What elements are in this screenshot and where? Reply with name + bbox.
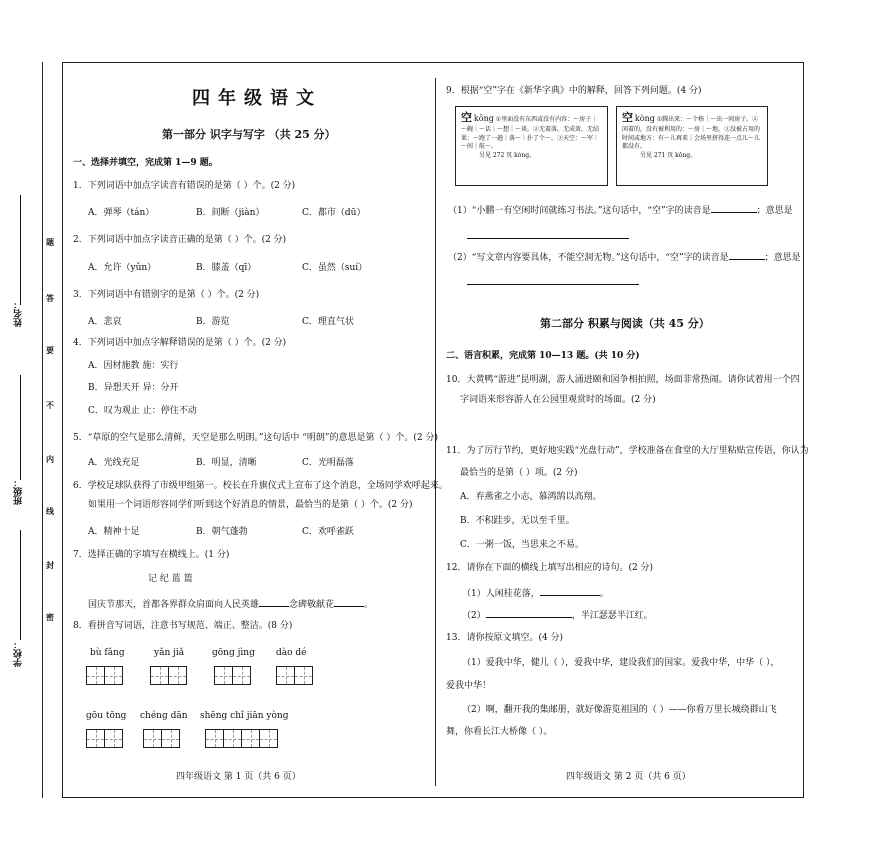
class-label: 班级： — [14, 478, 24, 505]
q5-stem: 5．“草原的空气是那么清鲜，天空是那么明朗。”这句话中 “明朗”的意思是第（ ）个。(2 分) — [73, 433, 438, 443]
page2-footer: 四年级语文 第 2 页（共 6 页） — [566, 772, 691, 782]
q7-sentence-part-a: 国庆节那天，首都各界群众肩面向人民英雄 — [88, 600, 260, 610]
writing-grid[interactable] — [86, 729, 122, 748]
pinyin-label: gōu tōng — [86, 711, 127, 721]
school-label: 学校： — [14, 640, 24, 667]
q4-option-b: B．异想天开 异：分开 — [88, 383, 179, 393]
q13-stem: 13．请你按原文填空。(4 分) — [446, 633, 564, 643]
q11-option-c: C．一粥一饭，当思来之不易。 — [460, 540, 584, 550]
q13-sub2-line1: （2）啊，翻开我的集邮册，就好像游览祖国的（ ）——你看万里长城绕群山飞 — [462, 705, 777, 715]
dict1-body: ①里面没有东西或没有内容：～房子｜～碗｜～话｜～想｜～谈。②无着落，无成效，无结果：～跑了一趟｜落～｜扑了个～。③天空：～军｜～间｜航～。 — [461, 116, 600, 151]
q2-option-b: B．膝盖（qī） — [196, 263, 257, 273]
pinyin-label: gōng jìng — [212, 648, 255, 658]
writing-grid[interactable] — [276, 666, 312, 685]
q6-option-b: B．朝气蓬勃 — [196, 527, 248, 537]
q12-line2-text: （2） — [462, 611, 486, 621]
class-blank[interactable] — [20, 375, 21, 480]
q7-blank-2[interactable] — [334, 598, 364, 607]
q4-stem: 4．下列词语中加点字解释错误的是第（ ）个。(2 分) — [73, 338, 287, 348]
q5-option-c: C．光明磊落 — [302, 458, 354, 468]
school-blank[interactable] — [20, 530, 21, 640]
q9-sub1 — [448, 204, 793, 217]
q9-stem: 9．根据“空”字在《新华字典》中的解释，回答下列问题。(4 分) — [446, 86, 702, 96]
q9-sub2-tail: ；意思是 — [764, 253, 801, 263]
q7-sentence-part-c: 。 — [364, 600, 374, 610]
pinyin-label: yǎn jiǎ — [154, 648, 185, 658]
q7-blank-1[interactable] — [259, 598, 289, 607]
q7-char-choices: 记 纪 蓝 篮 — [148, 574, 193, 584]
q11-option-b: B．不积跬步，无以至千里。 — [460, 516, 575, 526]
q3-stem: 3．下列词语中有错别字的是第（ ）个。(2 分) — [73, 290, 260, 300]
q1-option-a: A．弹琴（tán） — [88, 208, 155, 218]
name-blank[interactable] — [20, 195, 21, 305]
q3-option-c: C．理直气状 — [302, 317, 354, 327]
q2-option-c: C．虽然（suí） — [302, 263, 368, 273]
q9-sub1-meaning-blank[interactable] — [467, 238, 629, 239]
q13-sub2-line2: 舞，你看长江大桥像（ ）。 — [446, 727, 553, 737]
q13-sub1-line1: （1）爱我中华，健儿（ ），爱我中华，建设我们的国家。爱我中华，中华（ ）， — [462, 658, 780, 668]
binding-line — [42, 62, 43, 798]
q3-option-b: B．游览 — [196, 317, 230, 327]
q12-blank-1[interactable] — [540, 587, 600, 596]
pinyin-label: dào dé — [276, 648, 307, 658]
q11-stem-line2: 最恰当的是第（ ）项。(2 分) — [460, 468, 578, 478]
section2-heading: 二、语言积累，完成第 10—13 题。(共 10 分) — [446, 351, 640, 361]
writing-grid[interactable] — [205, 729, 277, 748]
q2-stem: 2．下列词语中加点字读音正确的是第（ ）个。(2 分) — [73, 235, 287, 245]
dictionary-entry-kong4 — [616, 106, 768, 186]
q9-sub2-pinyin-blank[interactable] — [729, 251, 765, 260]
q1-option-b: B．间断（jiàn） — [196, 208, 265, 218]
seal-char: 内 — [46, 454, 54, 464]
q11-option-a: A．弃燕雀之小志，慕鸿鹄以高翔。 — [460, 492, 602, 502]
q4-option-c: C．叹为观止 止：停住不动 — [88, 406, 197, 416]
q6-stem-line1: 6．学校足球队获得了市级甲组第一。校长在升旗仪式上宣布了这个消息，全场同学欢呼起来。 — [73, 481, 448, 491]
q12-line1 — [462, 587, 609, 600]
seal-char: 要 — [46, 345, 54, 355]
dict2-footnote: 另见 271 页 kōng。 — [640, 152, 697, 159]
q5-option-b: B．明显，清晰 — [196, 458, 257, 468]
seal-char: 不 — [46, 400, 54, 410]
q7-stem: 7．选择正确的字填写在横线上。(1 分) — [73, 550, 230, 560]
part2-title: 第二部分 积累与阅读（共 45 分） — [540, 317, 710, 330]
q1-stem: 1．下列词语中加点字读音有错误的是第（ ）个。(2 分) — [73, 181, 296, 191]
dict2-body: ①腾出来：～个格｜～出一间房子。②闲着的，没有被利用的：～房｜～地。③没被占用的时间或地方：有～儿再来｜会场里挤得连一点儿～儿都没有。 — [622, 116, 761, 151]
q9-sub1-pinyin-blank[interactable] — [711, 204, 757, 213]
q12-line2 — [462, 609, 653, 622]
dict1-head: 空 — [461, 111, 472, 124]
q9-sub1-text: （1）“小鹏一有空闲时间就练习书法。”这句话中，“空”字的读音是 — [448, 206, 711, 216]
q7-sentence — [88, 598, 373, 611]
dict1-pinyin: kōng — [473, 114, 494, 123]
section1-heading: 一、选择并填空，完成第 1—9 题。 — [73, 158, 218, 168]
q12-line1-text: （1）人闲桂花落， — [462, 589, 540, 599]
q9-sub2-meaning-blank[interactable] — [467, 284, 639, 285]
seal-char: 答 — [46, 293, 54, 303]
pinyin-label: bù fǎng — [90, 648, 125, 658]
dict2-pinyin: kòng — [634, 114, 655, 123]
q5-option-a: A．光线充足 — [88, 458, 140, 468]
q6-stem-line2: 如果用一个词语形容同学们听到这个好消息的情景，最恰当的是第（ ）个。(2 分) — [88, 500, 413, 510]
q9-sub2 — [448, 251, 801, 264]
q1-option-c: C．都市（dū） — [302, 208, 366, 218]
exam-title: 四年级语文 — [192, 88, 322, 109]
dict1-footnote: 另见 272 页 kòng。 — [479, 152, 536, 159]
q6-option-c: C．欢呼雀跃 — [302, 527, 354, 537]
seal-char: 封 — [46, 560, 54, 570]
writing-grid[interactable] — [143, 729, 179, 748]
q9-sub1-tail: ；意思是 — [756, 206, 793, 216]
q7-sentence-part-b: 念碑敬献花 — [289, 600, 335, 610]
seal-char: 密 — [46, 612, 54, 622]
q4-option-a: A．因材施教 施：实行 — [88, 361, 179, 371]
q6-option-a: A．精神十足 — [88, 527, 140, 537]
q10-stem-line2: 字词语来形容游人在公园里观赏时的场面。(2 分) — [460, 395, 656, 405]
writing-grid[interactable] — [150, 666, 186, 685]
q3-option-a: A．悲哀 — [88, 317, 122, 327]
q13-sub1-line2: 爱我中华！ — [446, 681, 492, 691]
dictionary-entry-kong1 — [455, 106, 608, 186]
q12-blank-2[interactable] — [486, 609, 572, 618]
page1-footer: 四年级语文 第 1 页（共 6 页） — [176, 772, 301, 782]
seal-char: 线 — [46, 506, 54, 516]
part1-title: 第一部分 识字与写字 （共 25 分） — [162, 128, 336, 141]
page-divider — [435, 78, 436, 786]
q8-stem: 8．看拼音写词语，注意书写规范、端正、整洁。(8 分) — [73, 621, 293, 631]
q2-option-a: A．允许（yǔn） — [88, 263, 157, 273]
pinyin-label: shēng chǐ jiān yòng — [200, 711, 289, 721]
pinyin-label: chéng dān — [140, 711, 188, 721]
q12-line2-tail: ，半江瑟瑟半江红。 — [571, 611, 653, 621]
q10-stem-line1: 10．大黄鸭“游进”昆明湖，游人涌进颐和园争相拍照，场面非常热闹。请你试着用一个四 — [446, 375, 800, 385]
writing-grid[interactable] — [86, 666, 122, 685]
q12-line1-tail: 。 — [599, 589, 609, 599]
q11-stem-line1: 11．为了厉行节约，更好地实践“光盘行动”，学校准备在食堂的大厅里粘贴宣传语，你认为 — [446, 446, 809, 456]
dict2-head: 空 — [622, 111, 633, 124]
seal-char: 题 — [46, 237, 54, 247]
q9-sub2-text: （2）“写文章内容要具体，不能空洞无物。”这句话中，“空”字的读音是 — [448, 253, 729, 263]
name-label: 姓名： — [14, 300, 24, 327]
writing-grid[interactable] — [214, 666, 250, 685]
q12-stem: 12．请你在下面的横线上填写出相应的诗句。(2 分) — [446, 563, 654, 573]
